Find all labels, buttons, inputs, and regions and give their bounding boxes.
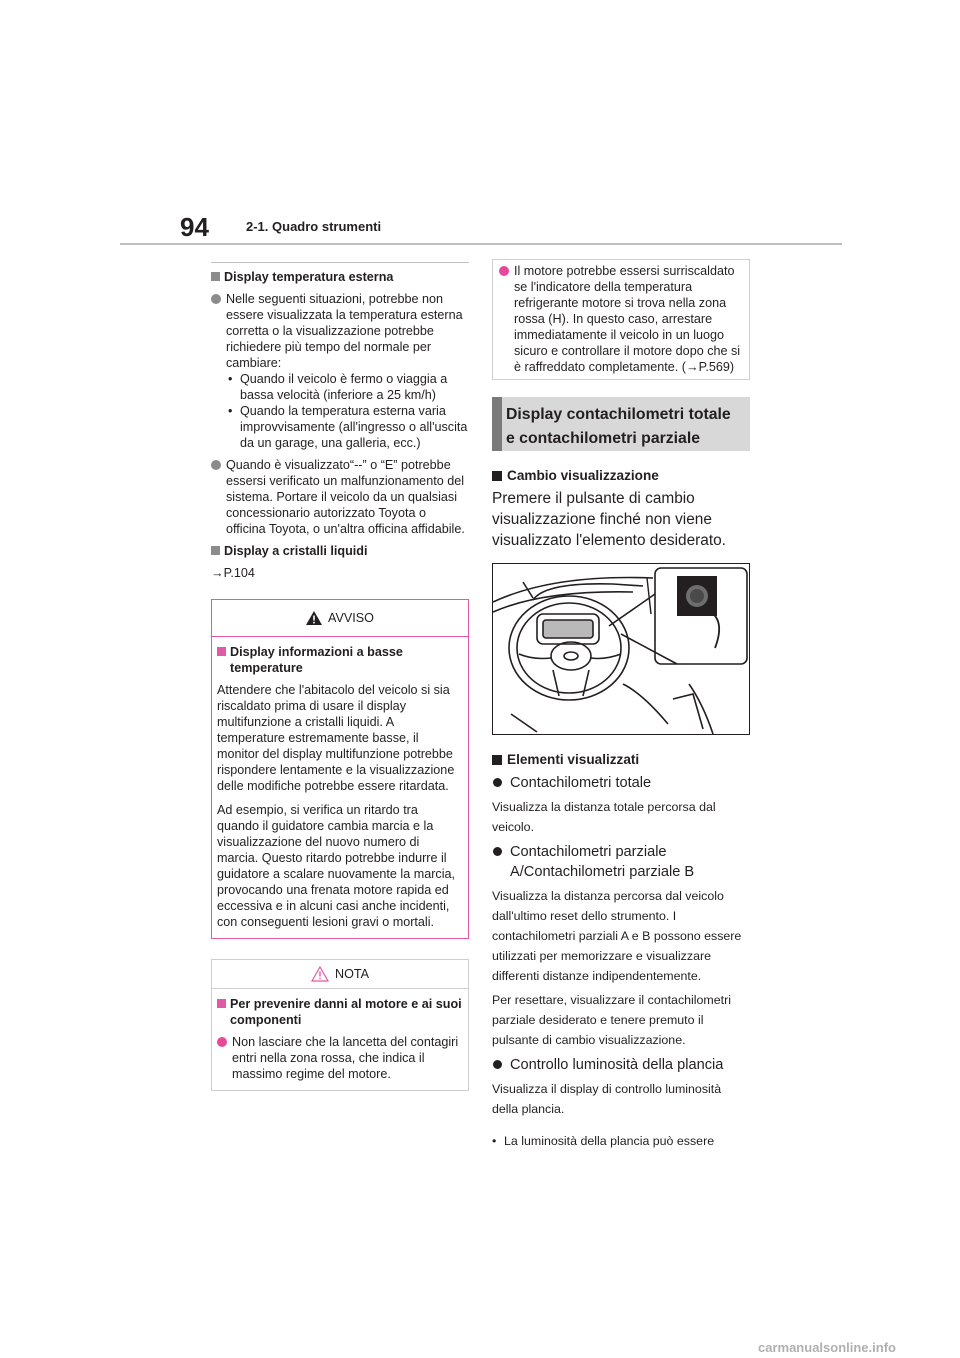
warning-box: [211, 599, 469, 939]
item-brightness: Controllo luminosità della plancia: [492, 1055, 750, 1075]
right-column: [492, 259, 750, 1164]
subhead-displayed-items: Elementi visualizzati: [492, 752, 750, 768]
steering-wheel-illustration: [492, 563, 750, 735]
bullet-malfunction: Quando è visualizzato“--” o “E” potrebbe essersi verificato un malfunzionamento del sistema. Portare il veicolo da un qualsiasi concessionario autorizzato Toyota o officina Toyota, o un'altra officina affidabile.: [211, 457, 469, 537]
warning-title: Display informazioni a basse temperature: [217, 644, 463, 676]
subitem-low-speed: • Quando il veicolo è fermo o viaggia a bassa velocità (inferiore a 25 km/h): [226, 371, 469, 403]
page-reference: →P.104: [211, 566, 255, 580]
page-number: 94: [180, 212, 209, 242]
left-column: [211, 262, 469, 1091]
steering-wheel-icon: [493, 564, 749, 734]
warning-triangle-icon: [306, 611, 322, 625]
item-odometer-text: Visualizza la distanza totale percorsa dal veicolo.: [492, 800, 716, 834]
bullet-temperature-situations: [211, 291, 469, 451]
note-bullet: Non lasciare che la lancetta del contagiri entri nella zona rossa, che indica il massimo regime del motore.: [217, 1034, 463, 1082]
overheat-bullet: Il motore potrebbe essersi surriscaldato se l'indicatore della temperatura refrigerante motore si trova nella zona rossa (H). In questo caso, arrestare immediatamente il veicolo in un luogo sicuro e controllare il motore dopo che si è raffreddato completamente. (→P.569): [499, 263, 743, 375]
warning-paragraph-2: Ad esempio, si verifica un ritardo tra quando il guidatore cambia marcia e la visualizzazione del nuovo numero di marcia. Questo ritardo potrebbe indurre il guidatore a scalare nuovamente la marcia, provocando una frenata motore rapida ed eccessiva e in alcuni casi anche incidenti, con conseguenti lesioni gravi o mortali.: [217, 803, 456, 929]
warning-paragraph-1: Attendere che l'abitacolo del veicolo si sia riscaldato prima di usare il display multifunzione a cristalli liquidi. A temperature estremamente basse, il monitor del display multifunzione potrebbe rispondere lentamente e la visualizzazione delle modifiche potrebbe essere ritardata.: [217, 683, 455, 793]
warning-header: [212, 600, 468, 637]
caution-triangle-icon: [311, 966, 329, 982]
bullet-text: Nelle seguenti situazioni, potrebbe non essere visualizzata la temperatura esterna corretta o la visualizzazione potrebbe richiedere più tempo del normale per cambiare:: [226, 292, 463, 370]
subitem-sudden-change: • Quando la temperatura esterna varia improvvisamente (all'ingresso o all'uscita da un garage, una galleria, ecc.): [226, 403, 469, 451]
item-odometer: Contachilometri totale: [492, 773, 750, 793]
item-trip-meter-text-2: Per resettare, visualizzare il contachilometri parziale desiderato e tenere premuto il pulsante di cambio visualizzazione.: [492, 993, 731, 1047]
note-box: [211, 959, 469, 1091]
item-trip-meter-text-1: Visualizza la distanza percorsa dal veicolo dall'ultimo reset dello strumento. I contachilometri parziali A e B possono essere utilizzati per memorizzare e visualizzare differenti distanze indipendentemente.: [492, 889, 742, 983]
item-brightness-subitem: • La luminosità della plancia può essere: [492, 1131, 750, 1151]
chapter-title: 2-1. Quadro strumenti: [246, 219, 382, 234]
item-trip-meter: Contachilometri parziale A/Contachilometri parziale B: [492, 842, 750, 882]
warning-label: AVVISO: [328, 611, 374, 625]
section-title-band: Display contachilometri totale e contachilometri parziale: [492, 397, 750, 451]
subhead-lcd: Display a cristalli liquidi: [211, 543, 469, 559]
note-header: [212, 960, 468, 989]
continued-note-box: [492, 259, 750, 380]
section-rule: [211, 262, 469, 263]
note-title: Per prevenire danni al motore e ai suoi componenti: [217, 996, 463, 1028]
note-label: NOTA: [334, 967, 370, 981]
header-rule: [120, 243, 842, 245]
subhead-display-change: Cambio visualizzazione: [492, 468, 750, 484]
watermark: carmanualsonline.info: [758, 1340, 896, 1355]
item-brightness-text: Visualizza il display di controllo luminosità della plancia.: [492, 1082, 722, 1116]
display-change-text: Premere il pulsante di cambio visualizzazione finché non viene visualizzato l'elemento desiderato.: [492, 490, 726, 549]
subhead-outside-temperature: Display temperatura esterna: [211, 269, 469, 285]
